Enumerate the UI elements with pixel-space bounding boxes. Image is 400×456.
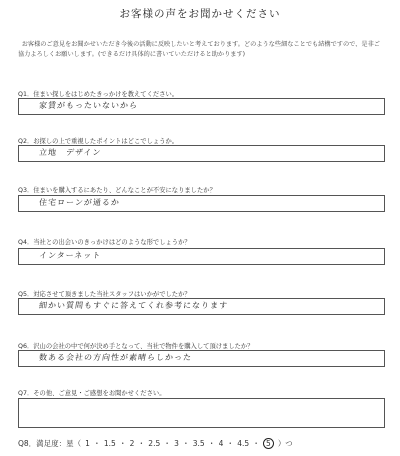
rating-option-5[interactable]: 5	[263, 438, 274, 449]
rating-option-3-5[interactable]: 3.5	[192, 439, 205, 448]
rating-separator: ・	[93, 439, 101, 448]
rating-suffix: ）つ	[277, 439, 293, 448]
rating-option-3[interactable]: 3	[174, 439, 179, 448]
rating-separator: ・	[182, 439, 190, 448]
answer-text-2: 立地 デザイン	[38, 148, 102, 157]
answer-box-5[interactable]	[18, 298, 385, 315]
question-label-1: Q1．住まい探しをはじめたきっかけを教えてください。	[18, 91, 179, 98]
rating-option-4-5[interactable]: 4.5	[237, 439, 250, 448]
answer-box-2[interactable]	[18, 145, 385, 162]
question-label-7: Q7．その他、ご意見・ご感想をお聞かせください。	[18, 390, 166, 397]
question-label-4: Q4．当社との出会いのきっかけはどのような形でしょうか？	[18, 239, 191, 246]
rating-option-2[interactable]: 2	[129, 439, 135, 448]
answer-text-3: 住宅ローンが通るか	[38, 198, 121, 207]
rating-label: Q8．満足度：星（	[18, 439, 82, 448]
rating-row	[18, 438, 293, 449]
rating-option-1-5[interactable]: 1.5	[103, 439, 116, 448]
rating-separator: ・	[207, 439, 216, 448]
rating-option-4[interactable]: 4	[218, 439, 224, 448]
rating-separator: ・	[137, 439, 146, 448]
answer-text-1: 家賃がもったいないから	[38, 101, 139, 110]
rating-separator: ・	[118, 439, 127, 448]
answer-box-7[interactable]	[18, 398, 385, 428]
answer-text-5: 細かい質問もすぐに答えてくれ参考になります	[38, 301, 229, 310]
question-label-5: Q5．対応させて頂きました当社スタッフはいかがでしたか？	[18, 291, 191, 298]
page-title: お客様の声をお聞かせください	[119, 8, 281, 20]
answer-box-4[interactable]	[18, 248, 385, 265]
rating-option-1[interactable]: 1	[85, 439, 90, 448]
question-label-3: Q3．住まいを購入するにあたり、どんなことが不安になりましたか？	[18, 187, 216, 194]
rating-separator: ・	[163, 439, 171, 448]
rating-option-2-5[interactable]: 2.5	[148, 439, 161, 448]
rating-separator: ・	[226, 439, 235, 448]
question-label-2: Q2．お探しの上で重視したポイントはどこでしょうか。	[18, 138, 179, 145]
answer-text-6: 数ある会社の方向性が素晴らしかった	[38, 353, 193, 362]
rating-options	[84, 438, 276, 449]
answer-text-4: インターネット	[38, 251, 102, 260]
answer-box-1[interactable]	[18, 98, 385, 115]
intro-text: お客様のご意見をお聞かせいただき今後の活動に反映したいと考えております。どのような些細なことでも結構ですので、是非ご協力よろしくお願いします。(できるだけ具体的に書いていただけると助かります)	[18, 41, 380, 58]
question-label-6: Q6．沢山の会社の中で何が決め手となって、当社で物件を購入して頂けましたか？	[18, 343, 254, 350]
answer-box-3[interactable]	[18, 195, 385, 212]
rating-separator: ・	[252, 439, 260, 448]
answer-box-6[interactable]	[18, 350, 385, 367]
